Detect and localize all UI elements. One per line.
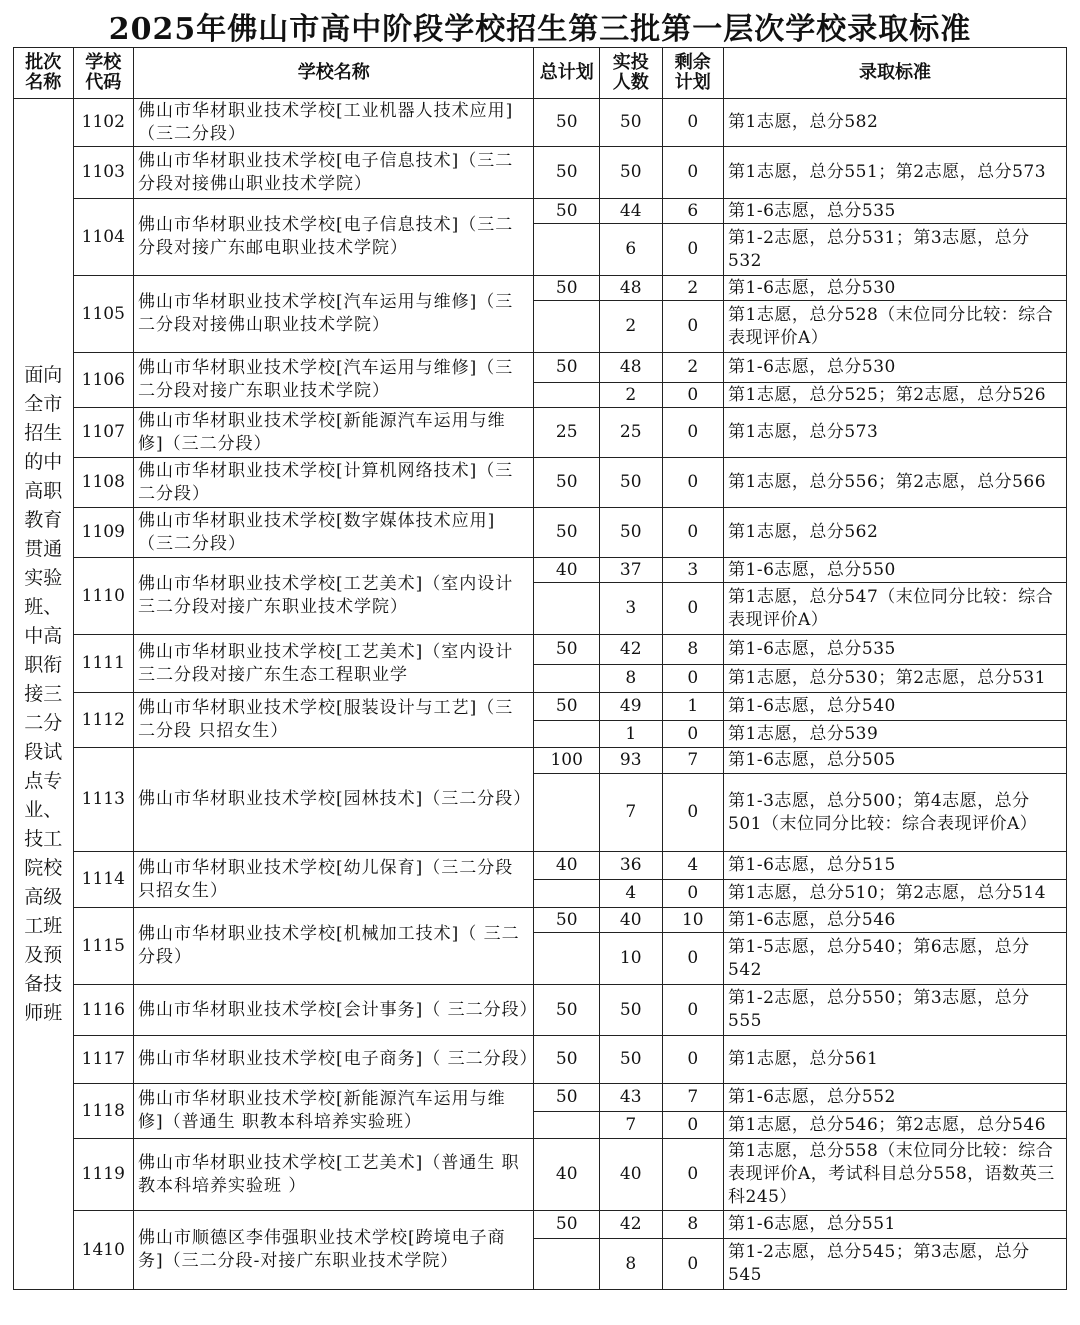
admission-standard: 第1志愿，总分525；第2志愿，总分526 <box>724 383 1067 408</box>
admission-standard: 第1志愿，总分528（末位同分比较：综合表现评价A） <box>724 301 1067 353</box>
remaining-plan: 4 <box>662 852 724 880</box>
school-name: 佛山市华材职业技术学校[机械加工技术]（ 三二分段） <box>134 908 534 985</box>
header-row <box>14 48 1067 99</box>
header-name: 学校名称 <box>134 48 534 99</box>
remaining-plan: 2 <box>662 276 724 301</box>
admission-standard: 第1-2志愿，总分550；第3志愿，总分555 <box>724 985 1067 1036</box>
actual-count: 40 <box>599 1139 662 1211</box>
school-code: 1115 <box>73 908 134 985</box>
remaining-plan: 0 <box>662 1036 724 1084</box>
actual-count: 7 <box>599 1112 662 1139</box>
remaining-plan: 0 <box>662 583 724 635</box>
school-code: 1111 <box>73 635 134 693</box>
admission-standard: 第1-3志愿，总分500；第4志愿，总分501（末位同分比较：综合表现评价A） <box>724 774 1067 852</box>
actual-count: 25 <box>599 408 662 458</box>
admission-table <box>13 47 1067 1290</box>
school-code: 1117 <box>73 1036 134 1084</box>
admission-standard: 第1-6志愿，总分530 <box>724 353 1067 383</box>
admission-standard: 第1-6志愿，总分505 <box>724 748 1067 774</box>
table-row <box>14 852 1067 880</box>
admission-standard: 第1-6志愿，总分551 <box>724 1211 1067 1239</box>
remaining-plan: 0 <box>662 301 724 353</box>
school-code: 1102 <box>73 99 134 147</box>
table-row <box>14 985 1067 1036</box>
actual-count: 7 <box>599 774 662 852</box>
admission-standard: 第1志愿，总分561 <box>724 1036 1067 1084</box>
total-plan: 50 <box>534 985 600 1036</box>
actual-count: 2 <box>599 383 662 408</box>
school-name: 佛山市华材职业技术学校[园林技术]（三二分段） <box>134 748 534 852</box>
admission-standard: 第1志愿，总分530；第2志愿，总分531 <box>724 665 1067 693</box>
remaining-plan: 0 <box>662 774 724 852</box>
actual-count: 42 <box>599 1211 662 1239</box>
table-row <box>14 1036 1067 1084</box>
school-name: 佛山市华材职业技术学校[工艺美术]（室内设计三二分段对接广东生态工程职业学 <box>134 635 534 693</box>
page-title: 2025年佛山市高中阶段学校招生第三批第一层次学校录取标准 <box>108 12 972 47</box>
remaining-plan: 8 <box>662 1211 724 1239</box>
admission-standard: 第1-6志愿，总分552 <box>724 1084 1067 1112</box>
remaining-plan: 1 <box>662 693 724 721</box>
header-remain: 剩余计划 <box>662 48 724 99</box>
admission-standard: 第1志愿，总分556；第2志愿，总分566 <box>724 458 1067 508</box>
school-code: 1108 <box>73 458 134 508</box>
table-row <box>14 147 1067 199</box>
actual-count: 49 <box>599 693 662 721</box>
total-plan <box>534 1112 600 1139</box>
remaining-plan: 10 <box>662 908 724 933</box>
school-name: 佛山市华材职业技术学校[会计事务]（ 三二分段） <box>134 985 534 1036</box>
remaining-plan: 0 <box>662 408 724 458</box>
actual-count: 93 <box>599 748 662 774</box>
actual-count: 3 <box>599 583 662 635</box>
total-plan: 50 <box>534 1036 600 1084</box>
school-code: 1116 <box>73 985 134 1036</box>
remaining-plan: 6 <box>662 199 724 224</box>
remaining-plan: 0 <box>662 721 724 748</box>
actual-count: 48 <box>599 353 662 383</box>
admission-standard: 第1志愿，总分582 <box>724 99 1067 147</box>
total-plan: 40 <box>534 558 600 583</box>
school-code: 1114 <box>73 852 134 908</box>
admission-standard: 第1志愿，总分558（末位同分比较：综合表现评价A，考试科目总分558，语数英三科245） <box>724 1139 1067 1211</box>
total-plan <box>534 1239 600 1290</box>
table-body <box>14 99 1067 1290</box>
actual-count: 48 <box>599 276 662 301</box>
total-plan: 50 <box>534 147 600 199</box>
total-plan: 50 <box>534 99 600 147</box>
school-name: 佛山市华材职业技术学校[新能源汽车运用与维修]（三二分段） <box>134 408 534 458</box>
table-row <box>14 99 1067 147</box>
total-plan: 50 <box>534 199 600 224</box>
admission-standard: 第1志愿，总分573 <box>724 408 1067 458</box>
total-plan <box>534 933 600 985</box>
actual-count: 50 <box>599 458 662 508</box>
remaining-plan: 8 <box>662 635 724 665</box>
school-name: 佛山市华材职业技术学校[电子商务]（ 三二分段） <box>134 1036 534 1084</box>
total-plan: 50 <box>534 693 600 721</box>
table-row <box>14 1139 1067 1211</box>
school-code: 1104 <box>73 199 134 276</box>
actual-count: 50 <box>599 1036 662 1084</box>
total-plan <box>534 224 600 276</box>
remaining-plan: 0 <box>662 147 724 199</box>
remaining-plan: 0 <box>662 383 724 408</box>
school-name: 佛山市华材职业技术学校[汽车运用与维修]（三二分段对接广东职业技术学院） <box>134 353 534 408</box>
total-plan: 40 <box>534 1139 600 1211</box>
total-plan: 50 <box>534 458 600 508</box>
admission-standard: 第1志愿，总分551；第2志愿，总分573 <box>724 147 1067 199</box>
table-row <box>14 1084 1067 1112</box>
actual-count: 10 <box>599 933 662 985</box>
admission-standard: 第1-6志愿，总分515 <box>724 852 1067 880</box>
actual-count: 4 <box>599 880 662 908</box>
admission-standard: 第1-5志愿，总分540；第6志愿，总分542 <box>724 933 1067 985</box>
school-code: 1103 <box>73 147 134 199</box>
school-name: 佛山市顺德区李伟强职业技术学校[跨境电子商务]（三二分段-对接广东职业技术学院） <box>134 1211 534 1290</box>
actual-count: 8 <box>599 1239 662 1290</box>
admission-standard: 第1-6志愿，总分535 <box>724 635 1067 665</box>
admission-standard: 第1-2志愿，总分545；第3志愿，总分545 <box>724 1239 1067 1290</box>
actual-count: 50 <box>599 99 662 147</box>
total-plan: 50 <box>534 508 600 558</box>
total-plan: 50 <box>534 1211 600 1239</box>
total-plan: 50 <box>534 353 600 383</box>
school-code: 1109 <box>73 508 134 558</box>
actual-count: 40 <box>599 908 662 933</box>
admission-standard: 第1-6志愿，总分546 <box>724 908 1067 933</box>
remaining-plan: 0 <box>662 458 724 508</box>
table-row <box>14 1211 1067 1239</box>
school-code: 1410 <box>73 1211 134 1290</box>
admission-standard: 第1志愿，总分510；第2志愿，总分514 <box>724 880 1067 908</box>
admission-standard: 第1-6志愿，总分540 <box>724 693 1067 721</box>
table-row <box>14 408 1067 458</box>
table-row <box>14 276 1067 301</box>
school-name: 佛山市华材职业技术学校[服装设计与工艺]（三二分段 只招女生） <box>134 693 534 748</box>
school-name: 佛山市华材职业技术学校[工艺美术]（普通生 职教本科培养实验班 ） <box>134 1139 534 1211</box>
batch-name-cell: 面向全市招生的中高职教育贯通实验班、中高职衔接三二分段试点专业、技工院校高级工班及预备技师班 <box>14 99 74 1290</box>
table-row <box>14 353 1067 383</box>
admission-standard: 第1志愿，总分539 <box>724 721 1067 748</box>
admission-standard: 第1-6志愿，总分550 <box>724 558 1067 583</box>
total-plan: 25 <box>534 408 600 458</box>
actual-count: 36 <box>599 852 662 880</box>
school-name: 佛山市华材职业技术学校[数字媒体技术应用]（三二分段） <box>134 508 534 558</box>
actual-count: 37 <box>599 558 662 583</box>
remaining-plan: 0 <box>662 880 724 908</box>
school-name: 佛山市华材职业技术学校[汽车运用与维修]（三二分段对接佛山职业技术学院） <box>134 276 534 353</box>
school-code: 1119 <box>73 1139 134 1211</box>
school-code: 1106 <box>73 353 134 408</box>
total-plan <box>534 721 600 748</box>
school-code: 1107 <box>73 408 134 458</box>
total-plan <box>534 774 600 852</box>
table-row <box>14 508 1067 558</box>
total-plan <box>534 383 600 408</box>
remaining-plan: 0 <box>662 224 724 276</box>
remaining-plan: 0 <box>662 1112 724 1139</box>
school-name: 佛山市华材职业技术学校[计算机网络技术]（三二分段） <box>134 458 534 508</box>
school-code: 1113 <box>73 748 134 852</box>
table-row <box>14 635 1067 665</box>
admission-standard: 第1志愿，总分562 <box>724 508 1067 558</box>
total-plan: 50 <box>534 908 600 933</box>
table-row <box>14 748 1067 774</box>
actual-count: 1 <box>599 721 662 748</box>
remaining-plan: 0 <box>662 933 724 985</box>
actual-count: 6 <box>599 224 662 276</box>
header-actual: 实投人数 <box>599 48 662 99</box>
actual-count: 50 <box>599 985 662 1036</box>
table-row <box>14 199 1067 224</box>
school-name: 佛山市华材职业技术学校[工艺美术]（室内设计三二分段对接广东职业技术学院） <box>134 558 534 635</box>
total-plan <box>534 583 600 635</box>
school-code: 1118 <box>73 1084 134 1139</box>
admission-standard: 第1志愿，总分546；第2志愿，总分546 <box>724 1112 1067 1139</box>
actual-count: 50 <box>599 147 662 199</box>
total-plan: 50 <box>534 635 600 665</box>
total-plan: 50 <box>534 276 600 301</box>
school-name: 佛山市华材职业技术学校[电子信息技术]（三二分段对接佛山职业技术学院） <box>134 147 534 199</box>
table-row <box>14 558 1067 583</box>
table-row <box>14 693 1067 721</box>
remaining-plan: 0 <box>662 508 724 558</box>
school-name: 佛山市华材职业技术学校[新能源汽车运用与维修]（普通生 职教本科培养实验班） <box>134 1084 534 1139</box>
actual-count: 42 <box>599 635 662 665</box>
school-name: 佛山市华材职业技术学校[电子信息技术]（三二分段对接广东邮电职业技术学院） <box>134 199 534 276</box>
remaining-plan: 7 <box>662 748 724 774</box>
total-plan <box>534 665 600 693</box>
remaining-plan: 0 <box>662 985 724 1036</box>
header-standard: 录取标准 <box>724 48 1067 99</box>
actual-count: 8 <box>599 665 662 693</box>
school-code: 1112 <box>73 693 134 748</box>
remaining-plan: 0 <box>662 1139 724 1211</box>
admission-standard: 第1-6志愿，总分535 <box>724 199 1067 224</box>
remaining-plan: 0 <box>662 1239 724 1290</box>
header-batch: 批次名称 <box>14 48 74 99</box>
remaining-plan: 2 <box>662 353 724 383</box>
admission-standard: 第1志愿，总分547（末位同分比较：综合表现评价A） <box>724 583 1067 635</box>
header-plan: 总计划 <box>534 48 600 99</box>
table-row <box>14 908 1067 933</box>
total-plan: 40 <box>534 852 600 880</box>
remaining-plan: 0 <box>662 99 724 147</box>
total-plan <box>534 880 600 908</box>
remaining-plan: 3 <box>662 558 724 583</box>
school-name: 佛山市华材职业技术学校[工业机器人技术应用]（三二分段） <box>134 99 534 147</box>
school-code: 1110 <box>73 558 134 635</box>
admission-standard: 第1-2志愿，总分531；第3志愿，总分532 <box>724 224 1067 276</box>
actual-count: 2 <box>599 301 662 353</box>
remaining-plan: 7 <box>662 1084 724 1112</box>
total-plan <box>534 301 600 353</box>
school-code: 1105 <box>73 276 134 353</box>
actual-count: 43 <box>599 1084 662 1112</box>
remaining-plan: 0 <box>662 665 724 693</box>
admission-standard: 第1-6志愿，总分530 <box>724 276 1067 301</box>
total-plan: 100 <box>534 748 600 774</box>
school-name: 佛山市华材职业技术学校[幼儿保育]（三二分段 只招女生） <box>134 852 534 908</box>
total-plan: 50 <box>534 1084 600 1112</box>
header-code: 学校代码 <box>73 48 134 99</box>
actual-count: 50 <box>599 508 662 558</box>
table-row <box>14 458 1067 508</box>
actual-count: 44 <box>599 199 662 224</box>
